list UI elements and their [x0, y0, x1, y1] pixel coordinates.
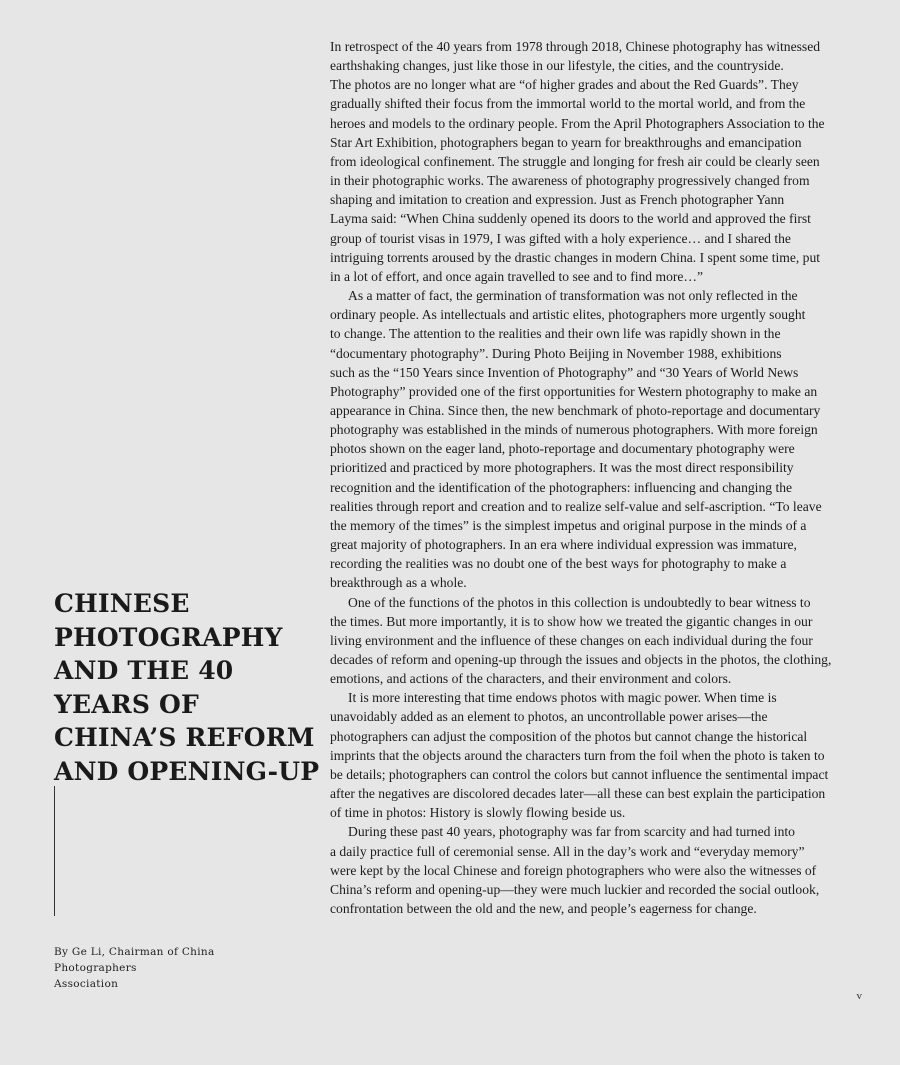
article-line: in their photographic works. The awareness of photography progressively changed from	[330, 173, 810, 189]
article-line: recognition and the identification of the photographers: influencing and changing the	[330, 479, 793, 495]
article-line: in a lot of effort, and once again travelled to see and to find more…”	[330, 268, 704, 284]
title-line: AND THE 40	[54, 656, 234, 685]
author-byline	[54, 944, 294, 992]
article-line: imprints that the objects around the characters turn from the foil when the photo is taken to	[330, 747, 825, 763]
title-line: CHINA’S REFORM	[54, 723, 315, 752]
article-line: from ideological confinement. The struggle and longing for fresh air could be clearly seen	[330, 153, 820, 169]
title-line: PHOTOGRAPHY	[54, 622, 283, 652]
article-line: photography was established in the minds of numerous photographers. With more foreign	[330, 422, 818, 438]
article-line: decades of reform and opening-up through the issues and objects in the photos, the clothing,	[330, 652, 832, 667]
article-line: Star Art Exhibition, photographers began to yearn for breakthroughs and emancipation	[330, 134, 802, 150]
article-line: the times. But more importantly, it is to show how we treated the gigantic changes in our	[330, 613, 813, 629]
title-line: CHINESE	[54, 589, 190, 618]
byline-line: By Ge Li, Chairman of China Photographers	[54, 946, 215, 974]
article-line: a daily practice full of ceremonial sense. All in the day’s work and “everyday memory”	[330, 843, 805, 859]
page-number: v	[856, 990, 862, 1002]
article-line: As a matter of fact, the germination of transformation was not only reflected in the	[348, 288, 798, 304]
title-column	[54, 0, 320, 1065]
article-line: prioritized and practiced by more photographers. It was the most direct responsibility	[330, 460, 794, 476]
article-line: living environment and the influence of these changes on each individual during the four	[330, 632, 813, 648]
article-line: In retrospect of the 40 years from 1978 through 2018, Chinese photography has witnessed	[330, 39, 821, 54]
article-line: intriguing torrents aroused by the drastic changes in modern China. I spent some time, put	[330, 249, 821, 265]
article-line: recording the realities was no doubt one of the best ways for photography to make a	[330, 556, 787, 572]
article-title	[54, 587, 320, 788]
article-line: after the negatives are discolored decades later—all these can best explain the participation	[330, 786, 826, 802]
article-line: such as the “150 Years since Invention of Photography” and “30 Years of World News	[330, 364, 799, 380]
article-line: gradually shifted their focus from the immortal world to the mortal world, and from the	[330, 96, 806, 112]
article-line: heroes and models to the ordinary people. From the April Photographers Association to the	[330, 115, 825, 131]
article-line: The photos are no longer what are “of higher grades and about the Red Guards”. They	[330, 77, 799, 93]
article-line: China’s reform and opening-up—they were much luckier and recorded the social outlook,	[330, 881, 820, 897]
article-line: realities through report and creation and to realize self-value and self-ascription. “To leave	[330, 498, 822, 514]
article-line: of time in photos: History is slowly flowing beside us.	[330, 805, 626, 821]
article-line: “documentary photography”. During Photo Beijing in November 1988, exhibitions	[330, 345, 782, 361]
title-line: AND OPENING-UP	[54, 756, 320, 786]
article-line: unavoidably added as an element to photos, an uncontrollable power arises—the	[330, 709, 768, 725]
article-line: confrontation between the old and the new, and people’s eagerness for change.	[330, 901, 757, 917]
article-body	[330, 37, 870, 918]
article-line: One of the functions of the photos in this collection is undoubtedly to bear witness to	[348, 594, 811, 610]
title-line: YEARS OF	[54, 689, 199, 719]
article-line: It is more interesting that time endows photos with magic power. When time is	[348, 690, 777, 706]
article-line: to change. The attention to the realities and their own life was rapidly shown in the	[330, 326, 781, 342]
article-line: Layma said: “When China suddenly opened its doors to the world and approved the first	[330, 211, 811, 227]
article-line: shaping and imitation to creation and expression. Just as French photographer Yann	[330, 192, 785, 208]
article-line: earthshaking changes, just like those in our lifestyle, the cities, and the countryside.	[330, 58, 784, 74]
byline-line: Association	[54, 978, 119, 990]
article-line: great majority of photographers. In an era where individual expression was immature,	[330, 537, 797, 553]
article-line: ordinary people. As intellectuals and artistic elites, photographers more urgently sought	[330, 307, 806, 323]
article-line: group of tourist visas in 1979, I was gifted with a holy experience… and I shared the	[330, 230, 791, 246]
article-line: During these past 40 years, photography was far from scarcity and had turned into	[348, 824, 795, 840]
article-line: were kept by the local Chinese and foreign photographers who were also the witnesses of	[330, 862, 817, 878]
article-line: photographers can adjust the composition of the photos but cannot change the historical	[330, 728, 808, 744]
article-line: the memory of the times” is the simplest impetus and original purpose in the minds of a	[330, 517, 807, 533]
vertical-divider	[54, 786, 55, 916]
article-line: breakthrough as a whole.	[330, 575, 467, 591]
article-line: emotions, and actions of the characters, and their environment and colors.	[330, 671, 732, 687]
article-line: appearance in China. Since then, the new benchmark of photo-reportage and documentary	[330, 402, 821, 418]
article-line: Photography” provided one of the first opportunities for Western photography to make an	[330, 383, 818, 399]
article-line: be details; photographers can control the colors but cannot influence the sentimental impact	[330, 766, 829, 782]
article-line: photos shown on the eager land, photo-reportage and documentary photography were	[330, 441, 795, 457]
